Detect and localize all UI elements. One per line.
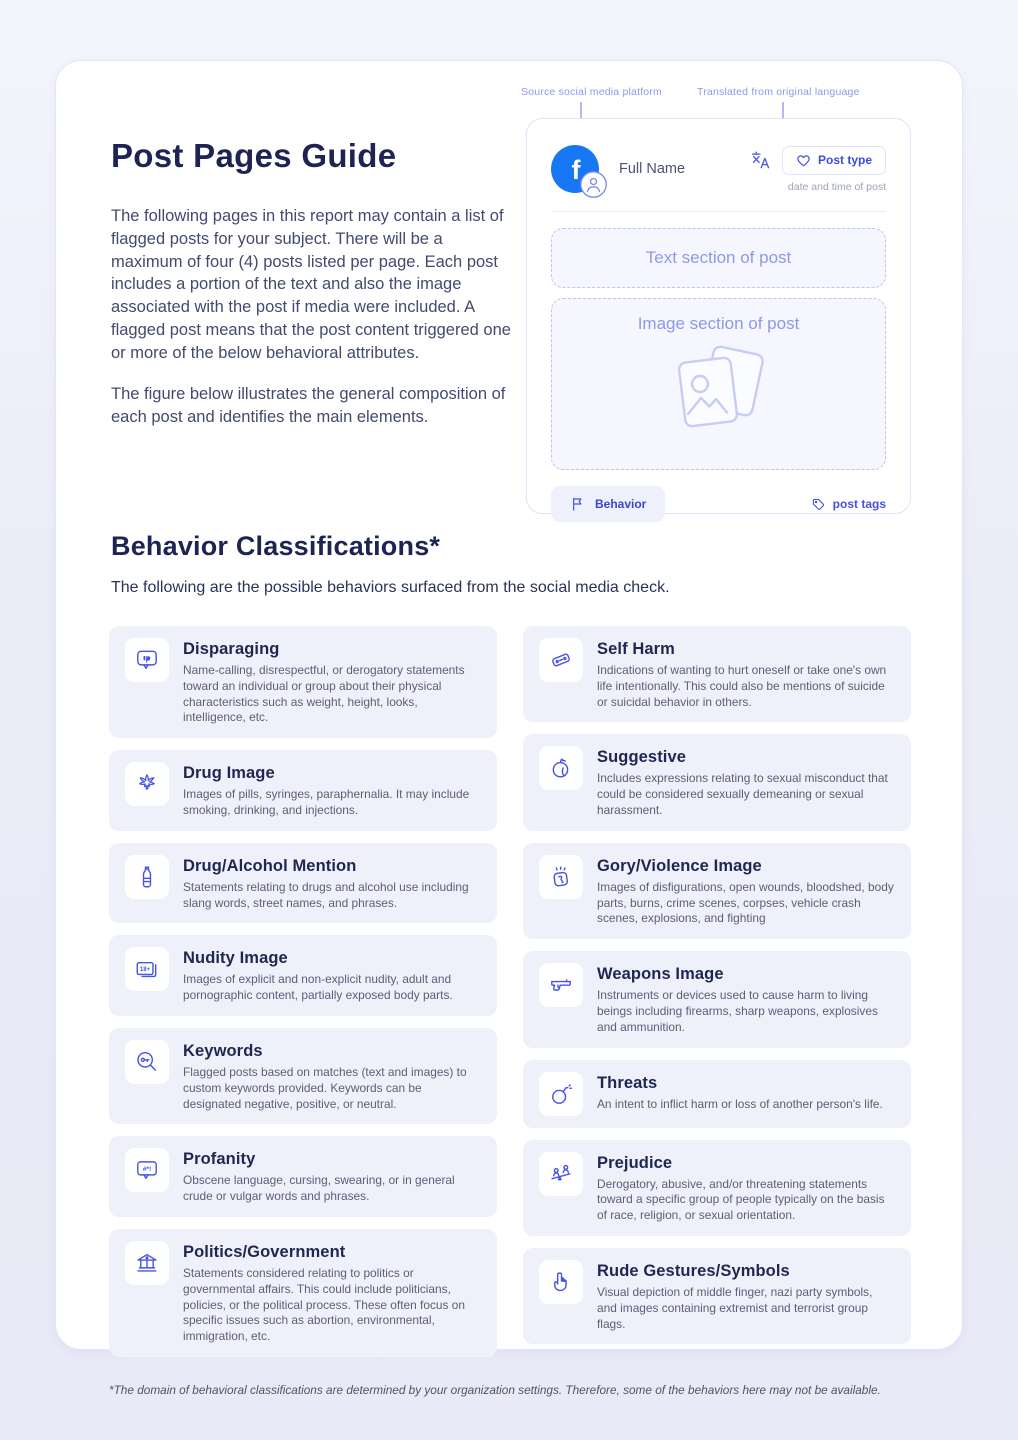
card-drug-image	[109, 750, 497, 831]
card-description: Name-calling, disrespectful, or derogatory statements toward an individual or group about their physical characteristics such as weight, height, looks, intelligence, etc.	[183, 663, 465, 725]
post-type-label: Post type	[817, 153, 872, 167]
card-profanity	[109, 1136, 497, 1217]
intro-paragraph-1: The following pages in this report may contain a list of flagged posts for your subject. There will be a maximum of four (4) posts listed per page. Each post includes a portion of the text and also the image associated with the post if media were included. A flagged post means that the post content triggered one or more of the below behavioral attributes.	[111, 207, 511, 362]
classifications-subtitle: The following are the possible behaviors surfaced from the social media check.	[111, 579, 670, 596]
card-description: Images of explicit and non-explicit nudity, adult and pornographic content, partially exposed body parts.	[183, 972, 453, 1003]
profile-avatar-icon	[580, 171, 607, 198]
card-description: Derogatory, abusive, and/or threatening statements toward a specific group of people typically on the basis of race, religion, or sexual orientation.	[597, 1176, 885, 1223]
card-title: Nudity Image	[183, 949, 288, 968]
profanity-icon	[134, 1157, 160, 1183]
post-tags-label: post tags	[832, 497, 886, 511]
card-description: Obscene language, cursing, swearing, or in general crude or vulgar words and phrases.	[183, 1173, 455, 1204]
card-title: Disparaging	[183, 640, 280, 658]
card-title: Rude Gestures/Symbols	[597, 1261, 790, 1280]
politics-government-icon	[134, 1250, 160, 1276]
card-title: Gory/Violence Image	[597, 856, 762, 875]
classifications-title: Behavior Classifications*	[111, 531, 441, 561]
card-rude-gestures-symbols	[523, 1248, 911, 1344]
post-composition-figure	[511, 76, 923, 538]
card-title: Drug/Alcohol Mention	[183, 856, 357, 875]
source-platform-badge	[551, 145, 599, 193]
card-title: Suggestive	[597, 748, 687, 767]
weapons-image-icon	[548, 972, 574, 998]
footnote: *The domain of behavioral classifications are determined by your organization settings. Therefore, some of the behaviors here may not be available.	[109, 1382, 881, 1397]
divider	[551, 211, 886, 212]
behavior-chip-label: Behavior	[595, 497, 647, 511]
card-description: An intent to inflict harm or loss of another person's life.	[597, 1096, 883, 1111]
card-suggestive	[523, 734, 911, 830]
sample-post-card	[526, 118, 911, 514]
flag-icon	[570, 496, 586, 512]
tag-icon	[811, 497, 826, 512]
card-description: Statements considered relating to politics or governmental affairs. This could include politicians, policies, or the political process. These often focus on specific issues such as abortion, environmental, immigration, etc.	[183, 1265, 466, 1344]
card-disparaging	[109, 626, 497, 738]
gory-violence-image-icon	[548, 864, 574, 890]
card-description: Visual depiction of middle finger, nazi party symbols, and images containing extremist and terrorist group flags.	[597, 1284, 873, 1331]
report-page	[55, 60, 963, 1397]
card-title: Weapons Image	[597, 965, 724, 984]
rude-gestures-symbols-icon	[548, 1269, 574, 1295]
card-title: Threats	[597, 1073, 658, 1092]
behavior-chip	[551, 486, 665, 522]
disparaging-icon	[134, 647, 160, 673]
card-description: Indications of wanting to hurt oneself or take one's own life intentionally. This could also be mentions of suicide or suicidal behavior in others.	[597, 663, 887, 709]
prejudice-icon	[548, 1161, 574, 1187]
text-section-label: Text section of post	[645, 248, 792, 267]
drug-image-icon	[134, 771, 160, 797]
threats-icon	[548, 1081, 574, 1107]
card-threats	[523, 1060, 911, 1128]
keywords-icon	[134, 1049, 160, 1075]
heart-icon	[796, 153, 811, 168]
post-header	[527, 119, 910, 193]
image-section-placeholder	[551, 298, 886, 470]
card-description: Instruments or devices used to cause harm to living beings including firearms, sharp weapons, explosives and ammunition.	[597, 988, 878, 1034]
intro-paragraph-2: The figure below illustrates the general composition of each post and identifies the main elements.	[111, 385, 506, 427]
card-description: Includes expressions relating to sexual misconduct that could be considered sexually demeaning or sexual harassment.	[597, 771, 888, 817]
post-datetime-placeholder: date and time of post	[787, 180, 886, 193]
drug-alcohol-mention-icon	[134, 864, 160, 890]
photos-stack-icon	[660, 342, 778, 446]
page-title: Post Pages Guide	[111, 137, 397, 174]
intro-section	[111, 137, 517, 448]
card-title: Prejudice	[597, 1153, 673, 1172]
full-name-placeholder: Full Name	[619, 161, 686, 177]
card-title: Drug Image	[183, 764, 275, 783]
post-type-button	[782, 146, 886, 175]
card-weapons-image	[523, 951, 911, 1047]
card-drug-alcohol-mention	[109, 843, 497, 924]
classifications-column-right	[523, 626, 911, 1357]
card-keywords	[109, 1028, 497, 1124]
card-description: Statements relating to drugs and alcohol use including slang words, street names, and phrases.	[183, 879, 469, 910]
card-description: Images of disfigurations, open wounds, bloodshed, body parts, burns, crime scenes, corpses, vehicle crash scenes, explosions, and fighting	[597, 879, 894, 926]
card-description: Images of pills, syringes, paraphernalia. It may include smoking, drinking, and injections.	[183, 787, 470, 817]
classifications-column-left	[109, 626, 497, 1357]
suggestive-icon	[548, 755, 574, 781]
card-title: Self Harm	[597, 640, 675, 658]
card-title: Keywords	[183, 1041, 263, 1060]
self-harm-icon	[548, 647, 574, 673]
translated-callout-label: Translated from original language	[697, 86, 860, 98]
card-title: Politics/Government	[183, 1242, 346, 1261]
text-section-placeholder	[551, 228, 886, 288]
card-politics-government	[109, 1229, 497, 1357]
svg-text:#*!: #*!	[142, 1166, 152, 1174]
card-title: Profanity	[183, 1150, 256, 1169]
translate-icon	[750, 149, 772, 171]
card-description: Flagged posts based on matches (text and images) to custom keywords provided. Keywords can be designated negative, positive, or neutral.	[183, 1064, 467, 1111]
image-section-label: Image section of post	[637, 314, 800, 333]
classifications-grid	[109, 626, 911, 1357]
card-prejudice	[523, 1140, 911, 1236]
card-nudity-image	[109, 935, 497, 1016]
svg-text:f: f	[571, 155, 581, 185]
svg-text:18+: 18+	[139, 967, 151, 974]
card-gory-violence-image	[523, 843, 911, 939]
post-tags	[811, 497, 886, 512]
nudity-image-icon	[134, 956, 160, 982]
card-self-harm	[523, 626, 911, 722]
platform-callout-label: Source social media platform	[521, 86, 662, 98]
